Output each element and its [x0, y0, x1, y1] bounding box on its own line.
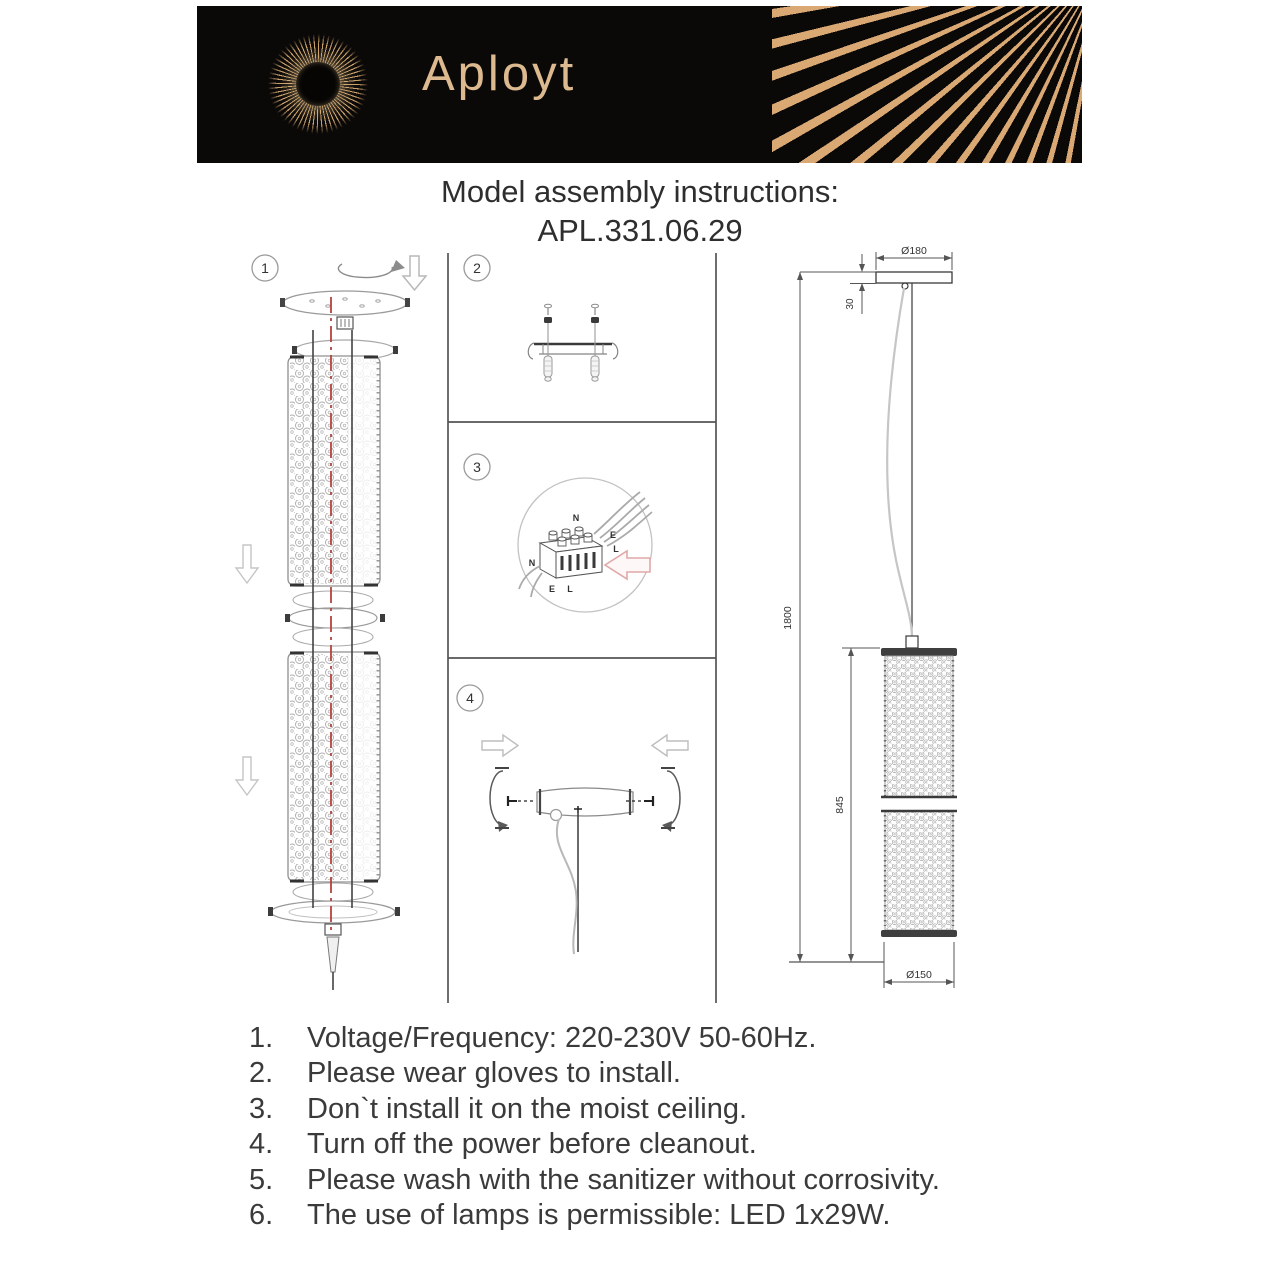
dim-canopy-height — [800, 254, 876, 314]
lower-shade-cylinder — [288, 652, 380, 882]
rotate-arc-left — [490, 768, 509, 832]
note-item — [249, 1056, 940, 1091]
dim-shade-diameter — [884, 942, 954, 988]
spacer-rings — [285, 591, 385, 646]
cable-gland — [551, 810, 562, 821]
suspension-cord — [557, 806, 582, 954]
note-text: Voltage/Frequency: 220-230V 50-60Hz. — [307, 1022, 817, 1054]
note-number: 3. — [249, 1092, 274, 1125]
wire-label-n: N — [572, 513, 580, 523]
note-text: Don`t install it on the moist ceiling. — [307, 1092, 748, 1125]
note-item — [249, 1127, 940, 1162]
gold-rays-decoration — [772, 6, 1082, 163]
shade-nipple — [906, 636, 918, 648]
note-text: Turn off the power before cleanout. — [307, 1128, 757, 1161]
note-item — [249, 1021, 940, 1056]
note-number: 2. — [249, 1057, 274, 1090]
right-arrow-icon — [482, 735, 518, 756]
step2-bracket-mounting — [464, 255, 618, 381]
step3-number: 3 — [473, 459, 481, 475]
step4-number: 4 — [466, 690, 474, 706]
down-arrow-icon — [403, 256, 426, 290]
left-arrow-icon — [652, 735, 688, 756]
crystal-shade — [881, 648, 957, 937]
dim-label-overall-height: 1800 — [782, 606, 794, 630]
note-number: 6. — [249, 1199, 274, 1232]
note-number: 5. — [249, 1163, 274, 1196]
wire-label-e: E — [548, 584, 556, 594]
step3-badge — [464, 454, 490, 480]
screw-and-anchor — [544, 304, 552, 381]
down-arrow-icon — [236, 545, 258, 583]
note-number: 4. — [249, 1128, 274, 1161]
page-title: Model assembly instructions: — [441, 174, 839, 209]
wire-label-n: N — [528, 558, 536, 568]
rotate-arrow-icon — [338, 260, 405, 278]
note-number: 1. — [249, 1022, 274, 1054]
note-text: Please wear gloves to install. — [307, 1057, 681, 1090]
step4-canopy-assembly — [457, 685, 688, 954]
step1-exploded-view — [236, 255, 426, 990]
title-block — [0, 174, 1280, 249]
ceiling-plate — [280, 291, 410, 315]
dim-label-shade-height: 845 — [834, 796, 846, 814]
wire-label-e: E — [609, 530, 617, 540]
header-banner — [197, 6, 1082, 163]
model-number: APL.331.06.29 — [537, 213, 743, 248]
assembly-diagram — [190, 240, 1100, 1015]
down-arrow-icon — [236, 757, 258, 795]
bottom-plate — [268, 883, 400, 990]
power-cable — [887, 288, 912, 636]
dim-overall-height — [789, 272, 884, 962]
canopy-plate — [876, 272, 952, 283]
wire-label-l: L — [567, 584, 573, 594]
note-text: The use of lamps is permissible: LED 1x29W. — [307, 1199, 891, 1232]
starburst-logo-core — [296, 62, 340, 106]
brand-logotype: Aployt — [422, 47, 577, 101]
dim-label-canopy-diameter: Ø180 — [901, 245, 927, 257]
dim-label-canopy-height: 30 — [845, 298, 856, 310]
panel-dividers — [448, 253, 716, 1003]
step1-number: 1 — [261, 260, 269, 276]
dimension-drawing — [782, 245, 957, 988]
screw-and-anchor — [591, 304, 599, 381]
cord-connector — [337, 317, 353, 329]
step3-wiring-terminal — [464, 454, 652, 612]
rotate-arc-right — [661, 768, 680, 832]
note-item — [249, 1163, 940, 1198]
step1-badge — [252, 255, 278, 281]
note-item — [249, 1092, 940, 1127]
step2-number: 2 — [473, 260, 481, 276]
step4-badge — [457, 685, 483, 711]
safety-notes-list — [249, 1021, 940, 1233]
upper-shade-cylinder — [288, 356, 380, 586]
mounting-bracket — [528, 343, 618, 359]
wire-label-l: L — [613, 544, 619, 554]
note-text: Please wash with the sanitizer without corrosivity. — [307, 1163, 940, 1196]
note-item — [249, 1198, 940, 1233]
dim-label-shade-diameter: Ø150 — [906, 969, 932, 981]
dim-shade-height — [842, 648, 880, 962]
step2-badge — [464, 255, 490, 281]
